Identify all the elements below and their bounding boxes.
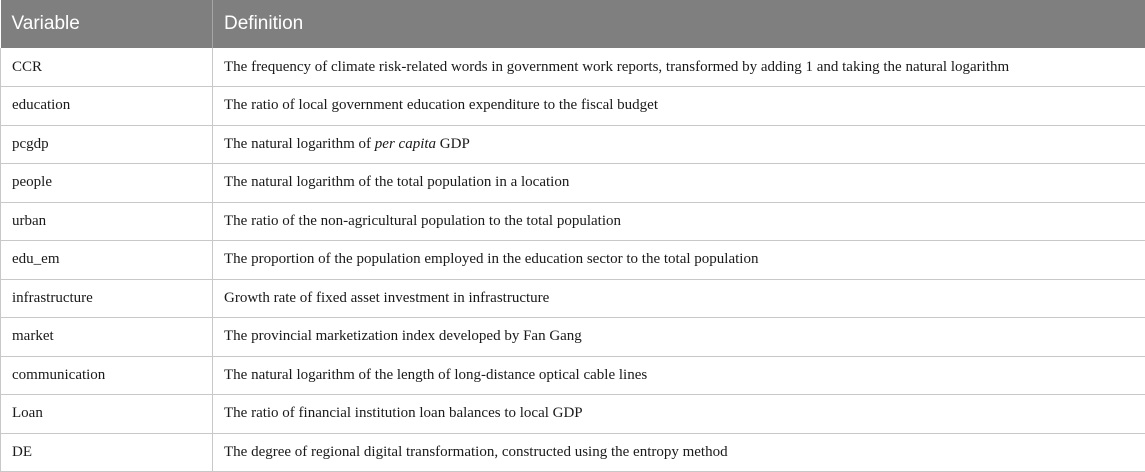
table-row bbox=[1, 356, 1145, 395]
definition-text: The natural logarithm of the total population in a location bbox=[224, 174, 570, 191]
definition-cell bbox=[213, 433, 1145, 472]
header-definition: Definition bbox=[213, 0, 1145, 48]
variable-cell: communication bbox=[1, 356, 213, 395]
definition-text: The ratio of local government education expenditure to the fiscal budget bbox=[224, 97, 659, 114]
definition-cell bbox=[213, 164, 1145, 203]
table-row bbox=[1, 125, 1145, 164]
table-row bbox=[1, 433, 1145, 472]
definition-text: The frequency of climate risk-related words in government work reports, transformed by adding 1 and taking the natural logarithm bbox=[224, 58, 1010, 75]
table-row bbox=[1, 164, 1145, 203]
definition-italic-text: per capita bbox=[374, 135, 437, 152]
definition-cell bbox=[213, 395, 1145, 434]
definition-text-tail: GDP bbox=[436, 135, 470, 152]
variable-cell: pcgdp bbox=[1, 125, 213, 164]
variable-cell: education bbox=[1, 87, 213, 126]
table-row bbox=[1, 279, 1145, 318]
table-header bbox=[1, 0, 1145, 48]
definition-cell bbox=[213, 241, 1145, 280]
definition-cell bbox=[213, 318, 1145, 357]
variable-cell: Loan bbox=[1, 395, 213, 434]
table-row bbox=[1, 395, 1145, 434]
table-row bbox=[1, 202, 1145, 241]
definition-text: The ratio of financial institution loan balances to local GDP bbox=[224, 405, 583, 422]
definition-text: The ratio of the non-agricultural population to the total population bbox=[224, 212, 621, 229]
variable-cell: urban bbox=[1, 202, 213, 241]
definition-text: The natural logarithm of the length of long-distance optical cable lines bbox=[224, 366, 648, 383]
variable-cell: CCR bbox=[1, 48, 213, 87]
definition-cell bbox=[213, 202, 1145, 241]
variable-cell: people bbox=[1, 164, 213, 203]
definition-cell bbox=[213, 356, 1145, 395]
table-row bbox=[1, 48, 1145, 87]
table-row bbox=[1, 318, 1145, 357]
definition-cell bbox=[213, 125, 1145, 164]
definition-text: The natural logarithm of bbox=[224, 135, 375, 152]
table-row bbox=[1, 241, 1145, 280]
definition-text: The provincial marketization index developed by Fan Gang bbox=[224, 328, 582, 345]
definition-text: The proportion of the population employed in the education sector to the total population bbox=[224, 251, 759, 268]
definition-cell bbox=[213, 279, 1145, 318]
variable-cell: infrastructure bbox=[1, 279, 213, 318]
definition-cell bbox=[213, 87, 1145, 126]
header-variable: Variable bbox=[1, 0, 213, 48]
definition-cell bbox=[213, 48, 1145, 87]
variable-cell: DE bbox=[1, 433, 213, 472]
header-row bbox=[1, 0, 1145, 48]
definition-text: The degree of regional digital transformation, constructed using the entropy method bbox=[224, 443, 728, 460]
variable-cell: edu_em bbox=[1, 241, 213, 280]
definition-text: Growth rate of fixed asset investment in infrastructure bbox=[224, 289, 550, 306]
variable-cell: market bbox=[1, 318, 213, 357]
table-body bbox=[1, 48, 1145, 472]
table-row bbox=[1, 87, 1145, 126]
